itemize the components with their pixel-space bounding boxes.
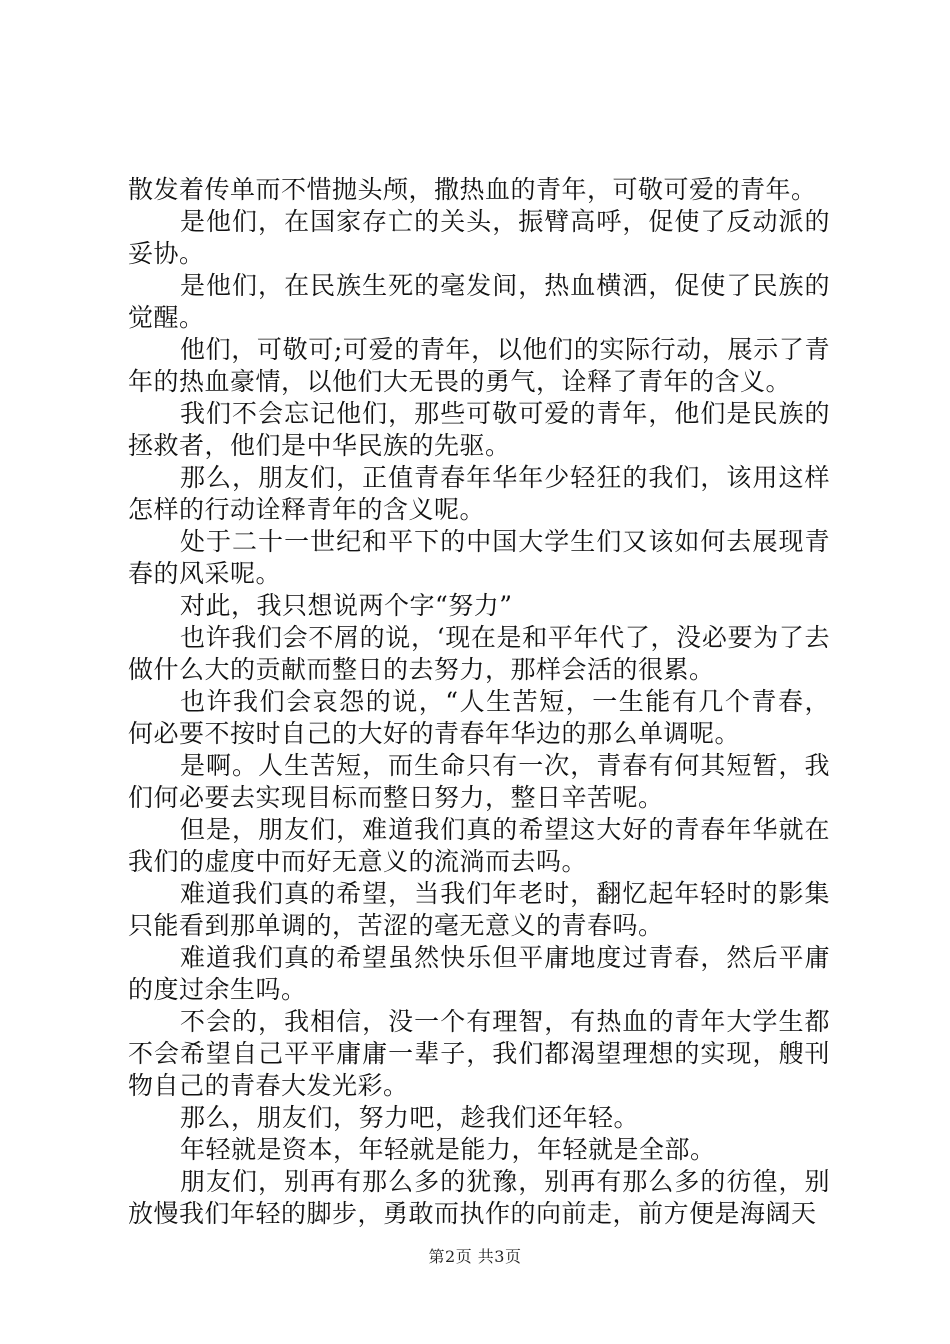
paragraph-13: 难道我们真的希望，当我们年老时，翻忆起年轻时的影集只能看到那单调的，苦涩的毫无意义的青春吗。 [128, 879, 830, 940]
paragraph-16: 那么，朋友们，努力吧，趁我们还年轻。 [180, 1103, 640, 1132]
paragraph-8: 对此，我只想说两个字“努力” [180, 591, 513, 620]
paragraph-9: 也许我们会不屑的说，‘现在是和平年代了，没必要为了去做什么大的贡献而整日的去努力，那样会活的很累。 [128, 623, 830, 684]
paragraph-12: 但是，朋友们，难道我们真的希望这大好的青春年华就在我们的虚度中而好无意义的流淌而去吗。 [128, 815, 830, 876]
paragraph-18: 朋友们，别再有那么多的犹豫，别再有那么多的彷徨，别放慢我们年轻的脚步，勇敢而执作的向前走，前方便是海阔天 [128, 1167, 830, 1228]
paragraph-5: 我们不会忘记他们，那些可敬可爱的青年，他们是民族的拯救者，他们是中华民族的先驱。 [128, 399, 830, 460]
paragraph-14: 难道我们真的希望虽然快乐但平庸地度过青春，然后平庸的度过余生吗。 [128, 943, 830, 1004]
paragraph-10: 也许我们会哀怨的说，“人生苦短，一生能有几个青春，何必要不按时自己的大好的青春年华边的那么单调呢。 [128, 687, 830, 748]
page-number-footer: 第2页 共3页 [428, 1247, 522, 1266]
document-body [128, 174, 830, 1230]
paragraph-4: 他们，可敬可;可爱的青年，以他们的实际行动，展示了青年的热血豪情，以他们大无畏的勇气，诠释了青年的含义。 [128, 335, 830, 396]
paragraph-1: 散发着传单而不惜抛头颅，撒热血的青年，可敬可爱的青年。 [128, 175, 817, 204]
paragraph-2: 是他们，在国家存亡的关头，振臂高呼，促使了反动派的妥协。 [128, 207, 830, 268]
paragraph-15: 不会的，我相信，没一个有理智，有热血的青年大学生都不会希望自己平平庸庸一辈子，我们都渴望理想的实现，艘刊物自己的青春大发光彩。 [128, 1007, 830, 1100]
paragraph-17: 年轻就是资本，年轻就是能力，年轻就是全部。 [180, 1135, 716, 1164]
paragraph-6: 那么，朋友们，正值青春年华年少轻狂的我们，该用这样怎样的行动诠释青年的含义呢。 [128, 463, 830, 524]
paragraph-7: 处于二十一世纪和平下的中国大学生们又该如何去展现青春的风采呢。 [128, 527, 830, 588]
paragraph-11: 是啊。人生苦短，而生命只有一次，青春有何其短暂，我们何必要去实现目标而整日努力，整日辛苦呢。 [128, 751, 830, 812]
paragraph-3: 是他们，在民族生死的毫发间，热血横洒，促使了民族的觉醒。 [128, 271, 830, 332]
